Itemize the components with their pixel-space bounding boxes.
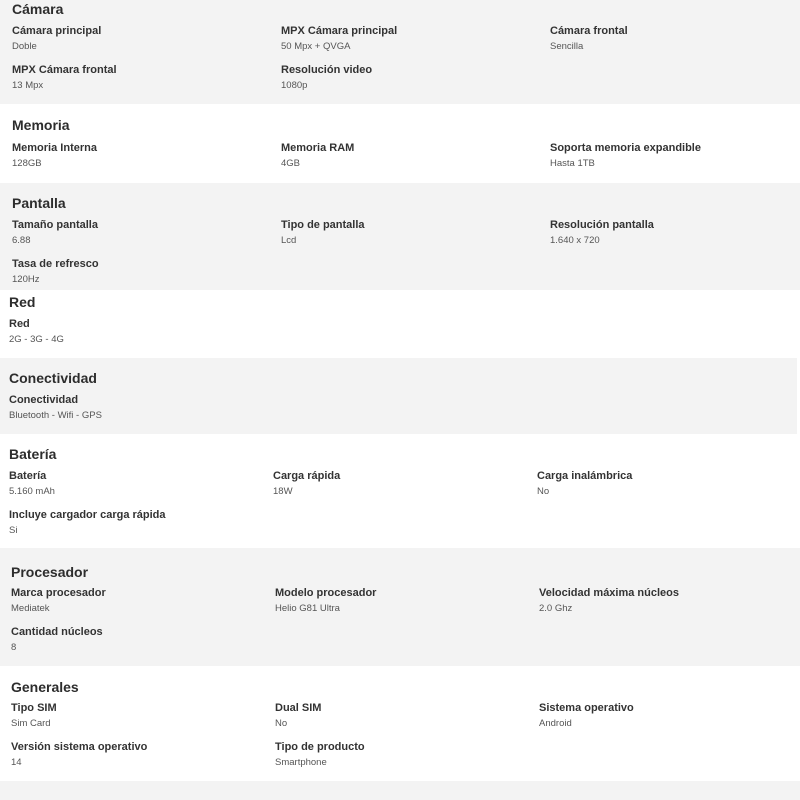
- spec-label: Resolución pantalla: [550, 219, 654, 231]
- spec-value: No: [537, 486, 550, 497]
- spec-value: 1080p: [281, 80, 308, 91]
- spec-label: Cámara frontal: [550, 25, 628, 37]
- section-camara: [0, 0, 800, 104]
- spec-label: Tipo de producto: [275, 741, 365, 753]
- bottom-strip: [0, 781, 800, 800]
- section-title: Memoria: [12, 117, 70, 133]
- spec-value: Hasta 1TB: [550, 158, 595, 169]
- section-title: Procesador: [11, 564, 89, 580]
- spec-label: Batería: [9, 470, 47, 482]
- spec-label: Velocidad máxima núcleos: [539, 587, 680, 599]
- spec-label: Conectividad: [9, 394, 79, 406]
- spec-value: 6.88: [12, 235, 31, 246]
- spec-value: 5.160 mAh: [9, 486, 55, 497]
- section-red: [0, 290, 800, 358]
- spec-value: 2G - 3G - 4G: [9, 334, 64, 345]
- section-generales: [0, 666, 800, 781]
- spec-label: Memoria Interna: [12, 142, 97, 154]
- spec-label: Memoria RAM: [281, 142, 355, 154]
- spec-label: MPX Cámara principal: [281, 25, 398, 37]
- spec-value: 13 Mpx: [12, 80, 44, 91]
- section-title: Red: [9, 294, 36, 310]
- spec-label: Resolución video: [281, 64, 373, 76]
- section-conectividad: [0, 358, 797, 434]
- spec-value: Mediatek: [11, 603, 50, 614]
- spec-label: Dual SIM: [275, 702, 322, 714]
- spec-value: Doble: [12, 41, 37, 52]
- section-memoria: [0, 104, 800, 183]
- spec-value: Si: [9, 525, 18, 536]
- section-title: Generales: [11, 679, 79, 695]
- spec-label: Marca procesador: [11, 587, 106, 599]
- section-title: Pantalla: [12, 195, 66, 211]
- section-bateria: [0, 434, 800, 548]
- spec-label: Modelo procesador: [275, 587, 377, 599]
- spec-label: Tipo de pantalla: [281, 219, 365, 231]
- section-title: Cámara: [12, 1, 64, 17]
- section-procesador: [0, 548, 800, 666]
- spec-label: Tamaño pantalla: [12, 219, 98, 231]
- section-pantalla: [0, 183, 800, 290]
- spec-value: 1.640 x 720: [550, 235, 600, 246]
- spec-label: Carga inalámbrica: [537, 470, 633, 482]
- spec-value: Smartphone: [275, 757, 327, 768]
- spec-label: Sistema operativo: [539, 702, 634, 714]
- spec-label: Carga rápida: [273, 470, 341, 482]
- spec-value: No: [275, 718, 288, 729]
- spec-value: 18W: [273, 486, 293, 497]
- spec-label: Tasa de refresco: [12, 258, 99, 270]
- spec-label: Cantidad núcleos: [11, 626, 103, 638]
- spec-value: Sim Card: [11, 718, 51, 729]
- spec-label: Soporta memoria expandible: [550, 142, 701, 154]
- spec-value: Lcd: [281, 235, 297, 246]
- spec-value: 8: [11, 642, 17, 653]
- spec-value: Helio G81 Ultra: [275, 603, 340, 614]
- spec-value: Sencilla: [550, 41, 584, 52]
- spec-value: 50 Mpx + QVGA: [281, 41, 351, 52]
- spec-value: 14: [11, 757, 22, 768]
- section-title: Conectividad: [9, 370, 97, 386]
- spec-label: MPX Cámara frontal: [12, 64, 117, 76]
- spec-value: Bluetooth - Wifi - GPS: [9, 410, 102, 421]
- spec-value: Android: [539, 718, 572, 729]
- spec-value: 4GB: [281, 158, 301, 169]
- spec-value: 128GB: [12, 158, 42, 169]
- section-title: Batería: [9, 446, 57, 462]
- spec-label: Incluye cargador carga rápida: [9, 509, 166, 521]
- spec-value: 120Hz: [12, 274, 40, 285]
- spec-label: Tipo SIM: [11, 702, 57, 714]
- spec-label: Cámara principal: [12, 25, 102, 37]
- spec-value: 2.0 Ghz: [539, 603, 573, 614]
- spec-label: Red: [9, 318, 30, 330]
- spec-label: Versión sistema operativo: [11, 741, 148, 753]
